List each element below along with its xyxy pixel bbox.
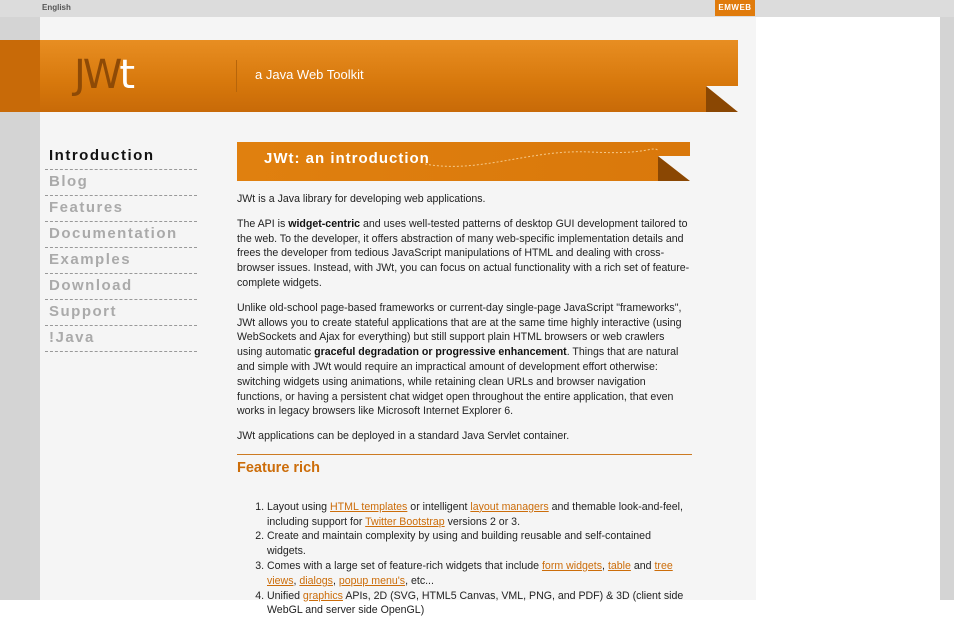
f1-text-a: Layout using [267, 500, 331, 513]
f4-text-b: APIs, 2D (SVG, HTML5 Canvas, VML, PNG, and PDF) & 3D (client side WebGL and server side OpenGL) [267, 589, 684, 617]
list-item: 2. Create and maintain complexity by using and building reusable and self-contained widgets. [267, 529, 692, 559]
api-text-c: and uses well-tested patterns of desktop GUI development tailored to the web. To the developer, it offers abstraction of many web-specific implementation details and frees the developer from tedious JavaScript manipulations of HTML and dealing with cross-browser issues. Instead, with JWt, you can focus on actual functionality with a rich set of feature-complete widgets. [237, 217, 690, 289]
section-divider [237, 454, 692, 455]
layout-managers-link[interactable]: layout managers [470, 500, 549, 513]
table-link[interactable]: table [607, 559, 631, 572]
api-paragraph [237, 217, 692, 291]
list-item [267, 589, 692, 618]
list-item [267, 500, 692, 530]
nav-item-documentation[interactable]: Documentation [45, 223, 197, 248]
frameworks-text-a: Unlike old-school page-based frameworks or current-day single-page JavaScript "frameworks", JWt allows you to create stateful applications that are at the same time highly interactive (using WebSockets and Ajax for everything) but still support plain HTML browsers or web crawlers using automatic [237, 301, 682, 359]
f1-text-b: or intelligent [407, 500, 471, 513]
header-banner [40, 40, 738, 112]
nav-item-examples[interactable]: Examples [45, 249, 197, 274]
f3-text-c: and [630, 559, 655, 572]
nav-item-introduction[interactable]: Introduction [45, 145, 197, 170]
html-templates-link[interactable]: HTML templates [330, 500, 408, 513]
logo-jw: JW [74, 52, 120, 98]
jwt-logo[interactable] [74, 53, 132, 97]
f3-text-e: , [332, 574, 339, 587]
f4-text-a: Unified [267, 589, 303, 602]
main-content [237, 192, 692, 618]
nav-item-features[interactable]: Features [45, 197, 197, 222]
f1-text-d: versions 2 or 3. [444, 515, 521, 528]
nav-item-support[interactable]: Support [45, 301, 197, 326]
nav-item-notjava[interactable]: !Java [45, 327, 197, 352]
language-selector[interactable]: English [42, 3, 71, 12]
sidebar-nav [45, 145, 197, 353]
emweb-logo[interactable]: EMWEB [715, 0, 755, 16]
decorative-swirl-icon [420, 144, 660, 174]
api-emphasis: widget-centric [288, 217, 361, 230]
nav-item-blog[interactable]: Blog [45, 171, 197, 196]
page-background-right [940, 0, 954, 600]
frameworks-emphasis: graceful degradation or progressive enhancement [314, 346, 567, 359]
logo-t: t [119, 52, 133, 98]
form-widgets-link[interactable]: form widgets [541, 559, 603, 572]
tree-views-link[interactable]: tree views [267, 559, 673, 587]
f3-text-a: Comes with a large set of feature-rich widgets that include [267, 559, 542, 572]
feature-list [237, 500, 692, 618]
title-fold-corner [658, 156, 690, 181]
twitter-bootstrap-link[interactable]: Twitter Bootstrap [365, 515, 445, 528]
feature-heading: Feature rich [237, 459, 320, 476]
f3-text-b: , [602, 559, 608, 572]
frameworks-paragraph [237, 301, 692, 419]
f3-text-d: , [293, 574, 300, 587]
banner-separator [236, 60, 237, 92]
f3-text-f: , etc... [405, 574, 434, 587]
frameworks-text-c: . Things that are natural and simple with JWt would require an impractical amount of development effort otherwise: switching widgets using animations, while retaining clean URLs and browser navigation functions, or having a persistent chat widget open throughout the entire application, that even works in legacy browsers like Microsoft Internet Explorer 6. [237, 346, 679, 418]
page-title: JWt: an introduction [264, 150, 430, 167]
popup-menus-link[interactable]: popup menu's [338, 574, 406, 587]
dialogs-link[interactable]: dialogs [299, 574, 333, 587]
tagline: a Java Web Toolkit [255, 67, 364, 82]
nav-item-download[interactable]: Download [45, 275, 197, 300]
intro-paragraph: JWt is a Java library for developing web applications. [237, 193, 486, 205]
f1-text-c: and themable look-and-feel, including support for [267, 500, 683, 528]
top-bar [0, 0, 954, 17]
banner-left-extension [0, 40, 40, 112]
deploy-paragraph: JWt applications can be deployed in a standard Java Servlet container. [237, 430, 570, 443]
graphics-link[interactable]: graphics [302, 589, 343, 602]
banner-fold-corner [706, 86, 738, 112]
list-item [267, 559, 692, 589]
api-text-a: The API is [237, 217, 289, 230]
